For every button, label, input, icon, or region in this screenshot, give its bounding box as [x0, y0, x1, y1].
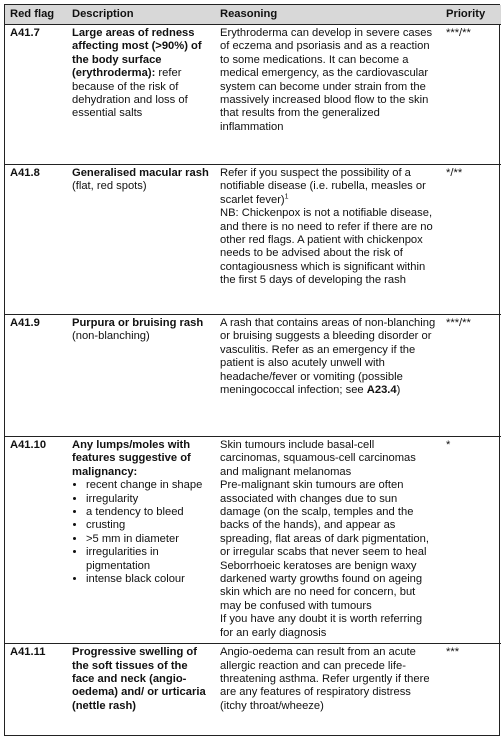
- list-item: • >5 mm in diameter: [86, 533, 211, 546]
- priority-cell: ***/**: [446, 317, 471, 329]
- list-item: • intense black colour: [86, 573, 211, 586]
- flag-code: A41.11: [10, 646, 46, 659]
- description-cell: [67, 25, 215, 165]
- list-item: • irregularity: [86, 493, 211, 506]
- flag-code: A41.10: [10, 439, 47, 451]
- table-row: [5, 644, 501, 717]
- red-flag-table-container: [4, 4, 500, 736]
- reasoning-cell: Angio-oedema can result from an acute allergic reaction and can precede life-threatening asthma. Refer urgently if there are any features of respiratory distress (itchy throat/wheeze): [220, 646, 430, 712]
- description-cell: [67, 437, 215, 644]
- description-bold: Any lumps/moles with features suggestive of malignancy:: [72, 439, 191, 478]
- header-row: [5, 5, 501, 25]
- list-item: • irregularities in pigmentation: [86, 546, 211, 573]
- footnote-marker: 1: [284, 193, 289, 201]
- description-cell: [67, 315, 215, 437]
- reasoning-paragraph: Pre-malignant skin tumours are often associated with changes due to sun damage (on the scalp, temples and the backs of the hands), and appear as spreading, flat areas of dark pigmentation, or irregular scabs that never seem to heal: [220, 479, 429, 559]
- flag-code: A41.8: [10, 167, 40, 179]
- table-row: [5, 25, 501, 165]
- priority-cell: ***: [446, 646, 460, 659]
- table-row: [5, 165, 501, 315]
- description-text: refer because of the risk of dehydration and loss of essential salts: [72, 67, 188, 120]
- priority-cell: */**: [446, 167, 463, 179]
- header-red-flag: Red flag: [5, 5, 67, 25]
- header-reasoning: Reasoning: [215, 5, 441, 25]
- flag-code: A41.7: [10, 27, 40, 39]
- reasoning-cell: [215, 315, 441, 437]
- table-row: [5, 315, 501, 437]
- header-description: Description: [67, 5, 215, 25]
- reasoning-cell: [215, 165, 441, 315]
- priority-cell: ***/**: [446, 27, 471, 39]
- list-item: • recent change in shape: [86, 479, 211, 492]
- cross-reference-link[interactable]: A23.4: [366, 384, 397, 397]
- list-item: • crusting: [86, 519, 211, 532]
- list-item: • a tendency to bleed: [86, 506, 211, 519]
- description-bold: Generalised macular rash: [72, 167, 209, 179]
- description-bold: Large areas of redness affecting most (>90%) of the body surface (erythroderma):: [72, 27, 202, 80]
- reasoning-cell: [215, 437, 441, 644]
- reasoning-text-end: ): [396, 384, 401, 397]
- reasoning-text: A rash that contains areas of non-blanching or bruising suggests a bleeding disorder or vasculitis. Refer as an emergency if the patient is also acutely unwell with headache/fever or vomiting (possible meningococcal infection; see: [220, 317, 436, 397]
- malignancy-features-list: [72, 479, 211, 586]
- table-row: [5, 437, 501, 644]
- description-text: (non-blanching): [72, 330, 150, 343]
- header-priority: Priority: [441, 5, 501, 25]
- reasoning-cell: Erythroderma can develop in severe cases of eczema and psoriasis and as a reaction to some medications. It can become a medical emergency, as the cardiovascular system can become under strain from the massively increased blood flow to the skin that results from the generalized inflammation: [220, 27, 433, 133]
- reasoning-paragraph: If you have any doubt it is worth referring for an early diagnosis: [220, 613, 423, 639]
- red-flag-table: [5, 5, 501, 716]
- description-cell: [67, 644, 215, 717]
- description-bold: Progressive swelling of the soft tissues of the face and neck (angio-oedema) and/ or urticaria (nettle rash): [72, 646, 206, 712]
- description-text: (flat, red spots): [72, 180, 147, 193]
- reasoning-note: NB: Chickenpox is not a notifiable disease, and there is no need to refer if there are no other red flags. A patient with chickenpox needs to be advised about the risk of contagiousness which is significant within the first 5 days of developing the rash: [220, 207, 433, 287]
- priority-cell: *: [446, 439, 451, 451]
- reasoning-paragraph: Skin tumours include basal-cell carcinomas, squamous-cell carcinomas and malignant melanomas: [220, 439, 416, 478]
- reasoning-text: Refer if you suspect the possibility of a notifiable disease (i.e. rubella, measles or scarlet fever): [220, 167, 426, 206]
- description-bold: Purpura or bruising rash: [72, 317, 204, 329]
- reasoning-paragraph: Seborrhoeic keratoses are benign waxy darkened warty growths found on ageing skin which are no need for concern, but may be confused with tumours: [220, 559, 423, 612]
- description-cell: [67, 165, 215, 315]
- flag-code: A41.9: [10, 317, 40, 329]
